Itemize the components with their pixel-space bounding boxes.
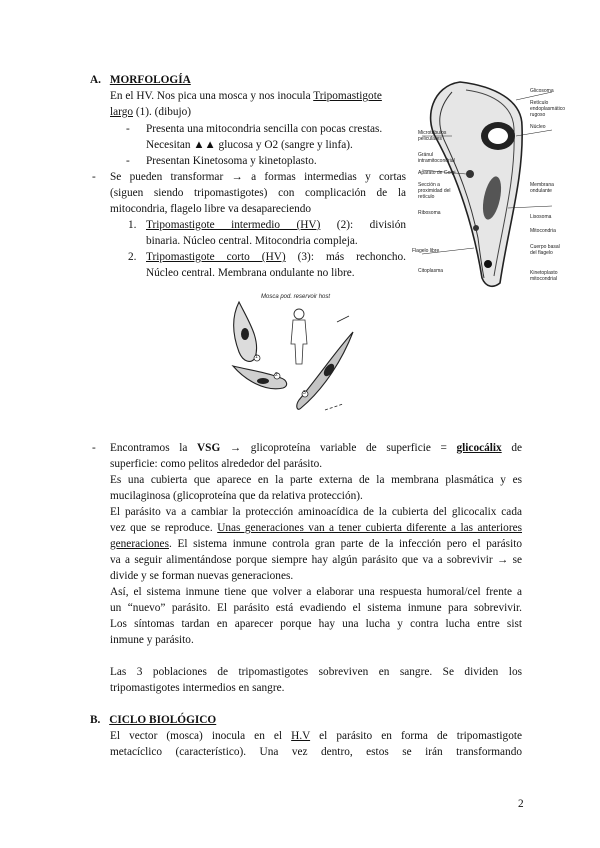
diagram-label: Aparato de Golgi — [418, 170, 456, 176]
trypomastigote-forms-svg — [225, 292, 365, 427]
vsg-bullet: - — [92, 442, 96, 454]
form-1-nucleus — [241, 328, 249, 340]
form-2-number: 2 — [275, 372, 278, 378]
vsg-p4-line1: Así, el sistema inmune tiene que volver a elaborar una respuesta humoral/cel frente a — [110, 586, 522, 598]
a-p2-line2: (siguen siendo tripomastigotes) con complicación de la — [110, 187, 406, 199]
vsg-p4-line3: Los síntomas tardan en aparecer porque hay una lucha y contra lucha entre sist — [110, 618, 522, 630]
diagram-label: Sección a proximidad del retículo — [418, 182, 451, 200]
trypanosome-diagram — [412, 78, 566, 290]
a-n2-rest: (3): más rechoncho. — [285, 251, 406, 263]
vsg-p1-mid: → glicoproteína variable de superficie = — [220, 442, 457, 454]
vsg-p3-line2 — [110, 520, 522, 536]
vsg-p1-end: de — [501, 442, 522, 454]
b-p1-hv: H.V — [291, 730, 311, 742]
a-sub2: Presentan Kinetosoma y kinetoplasto. — [146, 155, 317, 167]
b-p1-line2: metacíclico (característico). Una vez dentro, estos se irán transformando — [110, 746, 522, 758]
a-n1-line1 — [146, 217, 406, 233]
a-num-2: 2. — [128, 251, 137, 263]
vsg-p3-line3 — [110, 536, 522, 552]
b-p1-pre: El vector (mosca) inocula en el — [110, 730, 292, 742]
a-p2-line1: Se pueden transformar → a formas intermedias y cortas — [110, 171, 406, 183]
vsg-term: VSG — [197, 442, 221, 454]
vsg-p1-line1 — [110, 440, 522, 456]
vsg-p5-line2: tripomastigotes intermedios en sangre. — [110, 682, 285, 694]
section-a-letter: A. — [90, 74, 101, 86]
diagram-label: Glicosoma — [530, 88, 554, 94]
a-n2-term: Tripomastigote corto (HV) — [146, 251, 286, 263]
form-3-number: 3 — [303, 390, 306, 396]
trypomastigote-forms-figure — [225, 292, 365, 427]
form-2-nucleus — [257, 378, 269, 384]
vsg-p3-pre: vez que se reproduce. — [110, 522, 218, 534]
glicocalix-term: glicocálix — [456, 442, 502, 454]
a-sub1-line2: Necesitan ▲▲ glucosa y O2 (sangre y linfa). — [146, 139, 353, 151]
vsg-p5-line1: Las 3 poblaciones de tripomastigotes sobreviven en sangre. Se dividen los — [110, 666, 522, 678]
diagram-label: Lisosoma — [530, 214, 552, 220]
a-p1-term: Tripomastigote — [313, 90, 382, 102]
a-num-1: 1. — [128, 219, 137, 231]
a-paragraph-1b — [110, 104, 191, 120]
vsg-p1-pre: Encontramos la — [110, 442, 198, 454]
vsg-p3-line1: El parásito va a cambiar la protección aminoacídica de la cubierta del glicocalix cada — [110, 506, 522, 518]
diagram-label: Gránul intramitocondrial — [418, 152, 455, 164]
arrow-line — [337, 316, 349, 322]
human-body — [291, 320, 307, 364]
lysosome-dot — [473, 225, 479, 231]
vsg-p1-line2: superficie: como pelitos alrededor del parásito. — [110, 458, 323, 470]
a-n2-line2: Núcleo central. Membrana ondulante no libre. — [146, 267, 355, 279]
vsg-p3-underlined-2: generaciones — [110, 538, 169, 550]
diagram-label: Núcleo — [530, 124, 546, 130]
a-sub-bullet-1: - — [126, 123, 130, 135]
a-n1-term: Tripomastigote intermedio (HV) — [146, 219, 321, 231]
diagram-label: Citoplasma — [418, 268, 444, 274]
section-b-heading — [90, 712, 216, 728]
diagram-label: Kinetoplasto mitocondrial — [530, 270, 558, 282]
diagram-label: Flagelo libre — [412, 248, 440, 254]
diagram-label: Membrana ondulante — [530, 182, 554, 194]
a-bullet-2: - — [92, 171, 96, 183]
a-sub-bullet-2: - — [126, 155, 130, 167]
a-n1-line2: binaria. Núcleo central. Mitocondria compleja. — [146, 235, 358, 247]
vsg-p4-line2: un “nuevo” parásito. El parásito está evadiendo el sistema inmune para sobrevivir. — [110, 602, 522, 614]
vsg-p3-line5: divide y se forman nuevas generaciones. — [110, 570, 294, 582]
nucleus-inner — [488, 128, 508, 144]
figure-caption: Mosca pod. reservoir host — [261, 294, 331, 300]
vsg-p2-line1: Es una cubierta que aparece en la parte externa de la membrana plasmática y es — [110, 474, 522, 486]
vsg-p4-line4: inmune y parásito. — [110, 634, 194, 646]
kinetoplast-dot — [484, 260, 492, 268]
section-b-letter: B. — [90, 714, 101, 726]
a-p1-text: En el HV. Nos pica una mosca y nos inocula — [110, 90, 314, 102]
a-p1-term2: largo — [110, 106, 134, 118]
vsg-p2-line2: mucilaginosa (glicoproteína que da relativa protección). — [110, 490, 363, 502]
diagram-label: Cuerpo basal del flagelo — [530, 244, 560, 256]
b-p1-post: el parásito en forma de tripomastigote — [310, 730, 522, 742]
vsg-p3-line4: va a seguir alimentándose porque siempre hay algún parásito que va a sobrevivir → se — [110, 554, 522, 566]
diagram-label: Mitocondria — [530, 228, 556, 234]
human-head — [294, 309, 304, 319]
vsg-p3-post: . El sistema inmune controla gran parte de la infección pero el parásito — [168, 538, 522, 550]
section-b-title: CICLO BIOLÓGICO — [109, 714, 217, 726]
section-a-heading — [90, 72, 191, 88]
a-paragraph-1 — [110, 88, 406, 104]
diagram-label: Ribosoma — [418, 210, 441, 216]
vsg-p3-underlined: Unas generaciones van a tener cubierta diferente a las anteriores — [217, 522, 522, 534]
arrow-line — [325, 404, 343, 410]
section-a-title: MORFOLOGÍA — [109, 74, 191, 86]
a-sub1-line1: Presenta una mitocondria sencilla con pocas crestas. — [146, 123, 383, 135]
page-number: 2 — [518, 798, 524, 810]
golgi-dot — [466, 170, 474, 178]
form-1-number: 1 — [255, 354, 258, 360]
a-n1-rest: (2): división — [320, 219, 406, 231]
diagram-label: Microtúbulos peliculares — [418, 130, 447, 142]
a-n2-line1 — [146, 249, 406, 265]
a-p1-post: (1). (dibujo) — [133, 106, 192, 118]
b-p1-line1 — [110, 728, 522, 744]
diagram-label: Retículo endoplasmático rugoso — [530, 100, 566, 118]
a-p2-line3: mitocondria, flagelo libre va desapareciendo — [110, 203, 312, 215]
